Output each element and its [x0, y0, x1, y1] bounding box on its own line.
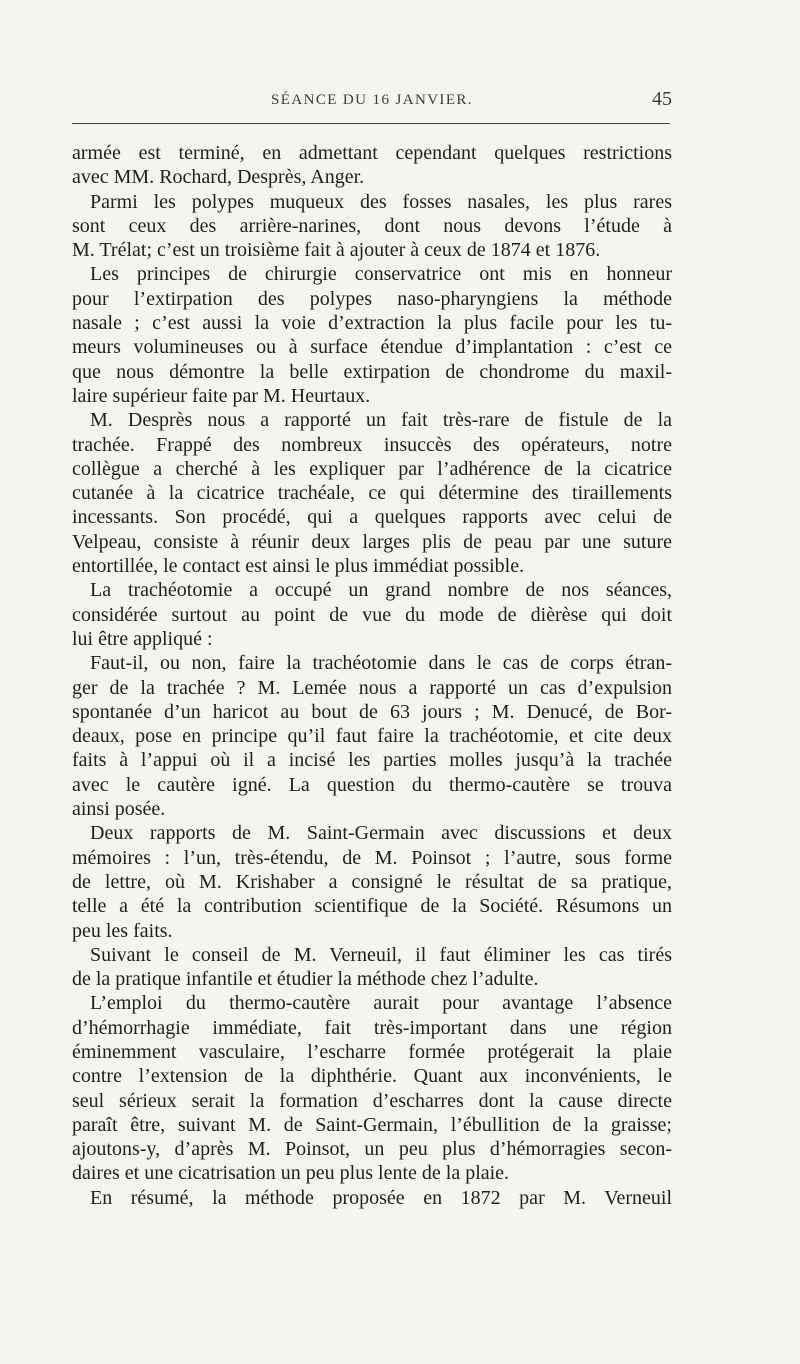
text-line: entortillée, le contact est ainsi le plus immédiat possible.	[72, 555, 525, 578]
text-line: Deux rapports de M. Saint-Germain avec discussions et deux	[90, 822, 672, 845]
body-text	[72, 141, 672, 1210]
text-line: avec MM. Rochard, Desprès, Anger.	[72, 166, 365, 189]
text-line: Velpeau, consiste à réunir deux larges plis de peau par une suture	[72, 530, 672, 553]
text-line: Faut-il, ou non, faire la trachéotomie dans le cas de corps étran-	[90, 652, 672, 675]
text-line: de la pratique infantile et étudier la méthode chez l’adulte.	[72, 968, 539, 991]
text-line: que nous démontre la belle extirpation de chondrome du maxil-	[72, 360, 672, 383]
text-line: avec le cautère igné. La question du thermo-cautère se trouva	[72, 773, 672, 796]
text-line: paraît être, suivant M. de Saint-Germain, l’ébullition de la graisse;	[72, 1113, 672, 1136]
text-line: armée est terminé, en admettant cependant quelques restrictions	[72, 142, 672, 164]
text-line: pour l’extirpation des polypes naso-pharyngiens la méthode	[72, 287, 672, 310]
text-line: de lettre, où M. Krishaber a consigné le résultat de sa pratique,	[72, 870, 672, 893]
text-line: peu les faits.	[72, 919, 173, 942]
header-rule	[72, 123, 670, 124]
text-line: sont ceux des arrière-narines, dont nous devons l’étude à	[72, 214, 672, 237]
running-header	[72, 88, 672, 116]
text-line: considérée surtout au point de vue du mode de dièrèse qui doit	[72, 603, 672, 626]
text-line: M. Trélat; c’est un troisième fait à ajouter à ceux de 1874 et 1876.	[72, 239, 601, 262]
text-line: lui être appliqué :	[72, 627, 213, 650]
text-line: seul sérieux serait la formation d’escharres dont la cause directe	[72, 1089, 672, 1112]
text-line: contre l’extension de la diphthérie. Quant aux inconvénients, le	[72, 1065, 672, 1088]
text-line: spontanée d’un haricot au bout de 63 jours ; M. Denucé, de Bor-	[72, 700, 672, 723]
text-line: L’emploi du thermo-cautère aurait pour avantage l’absence	[90, 992, 672, 1015]
text-line: telle a été la contribution scientifique de la Société. Résumons un	[72, 895, 672, 918]
text-line: ajoutons-y, d’après M. Poinsot, un peu plus d’hémorragies secon-	[72, 1138, 672, 1161]
text-line: mémoires : l’un, très-étendu, de M. Poinsot ; l’autre, sous forme	[72, 846, 672, 869]
text-line: La trachéotomie a occupé un grand nombre de nos séances,	[90, 579, 672, 602]
text-line: daires et une cicatrisation un peu plus lente de la plaie.	[72, 1162, 510, 1185]
text-line: laire supérieur faite par M. Heurtaux.	[72, 384, 371, 407]
text-line: Les principes de chirurgie conservatrice ont mis en honneur	[90, 263, 672, 286]
text-line: Parmi les polypes muqueux des fosses nasales, les plus rares	[90, 190, 672, 213]
text-line: deaux, pose en principe qu’il faut faire la trachéotomie, et cite deux	[72, 725, 672, 748]
page-number: 45	[652, 88, 672, 110]
text-line: éminemment vasculaire, l’escharre formée protégerait la plaie	[72, 1040, 672, 1063]
running-head-title: SÉANCE DU 16 JANVIER.	[271, 92, 473, 108]
text-line: M. Desprès nous a rapporté un fait très-rare de fistule de la	[90, 409, 672, 432]
text-line: faits à l’appui où il a incisé les parties molles jusqu’à la trachée	[72, 749, 672, 772]
text-line: meurs volumineuses ou à surface étendue d’implantation : c’est ce	[72, 336, 672, 359]
text-line: ger de la trachée ? M. Lemée nous a rapporté un cas d’expulsion	[72, 676, 672, 699]
text-line: trachée. Frappé des nombreux insuccès des opérateurs, notre	[72, 433, 672, 456]
text-line: nasale ; c’est aussi la voie d’extraction la plus facile pour les tu-	[72, 312, 672, 335]
text-line: incessants. Son procédé, qui a quelques rapports avec celui de	[72, 506, 672, 529]
text-line: d’hémorrhagie immédiate, fait très-important dans une région	[72, 1016, 672, 1039]
text-line: Suivant le conseil de M. Verneuil, il faut éliminer les cas tirés	[90, 943, 672, 966]
text-line: En résumé, la méthode proposée en 1872 par M. Verneuil	[90, 1186, 672, 1209]
text-line: ainsi posée.	[72, 798, 166, 821]
text-line: cutanée à la cicatrice trachéale, ce qui détermine des tiraillements	[72, 482, 672, 505]
text-line: collègue a cherché à les expliquer par l’adhérence de la cicatrice	[72, 457, 672, 480]
